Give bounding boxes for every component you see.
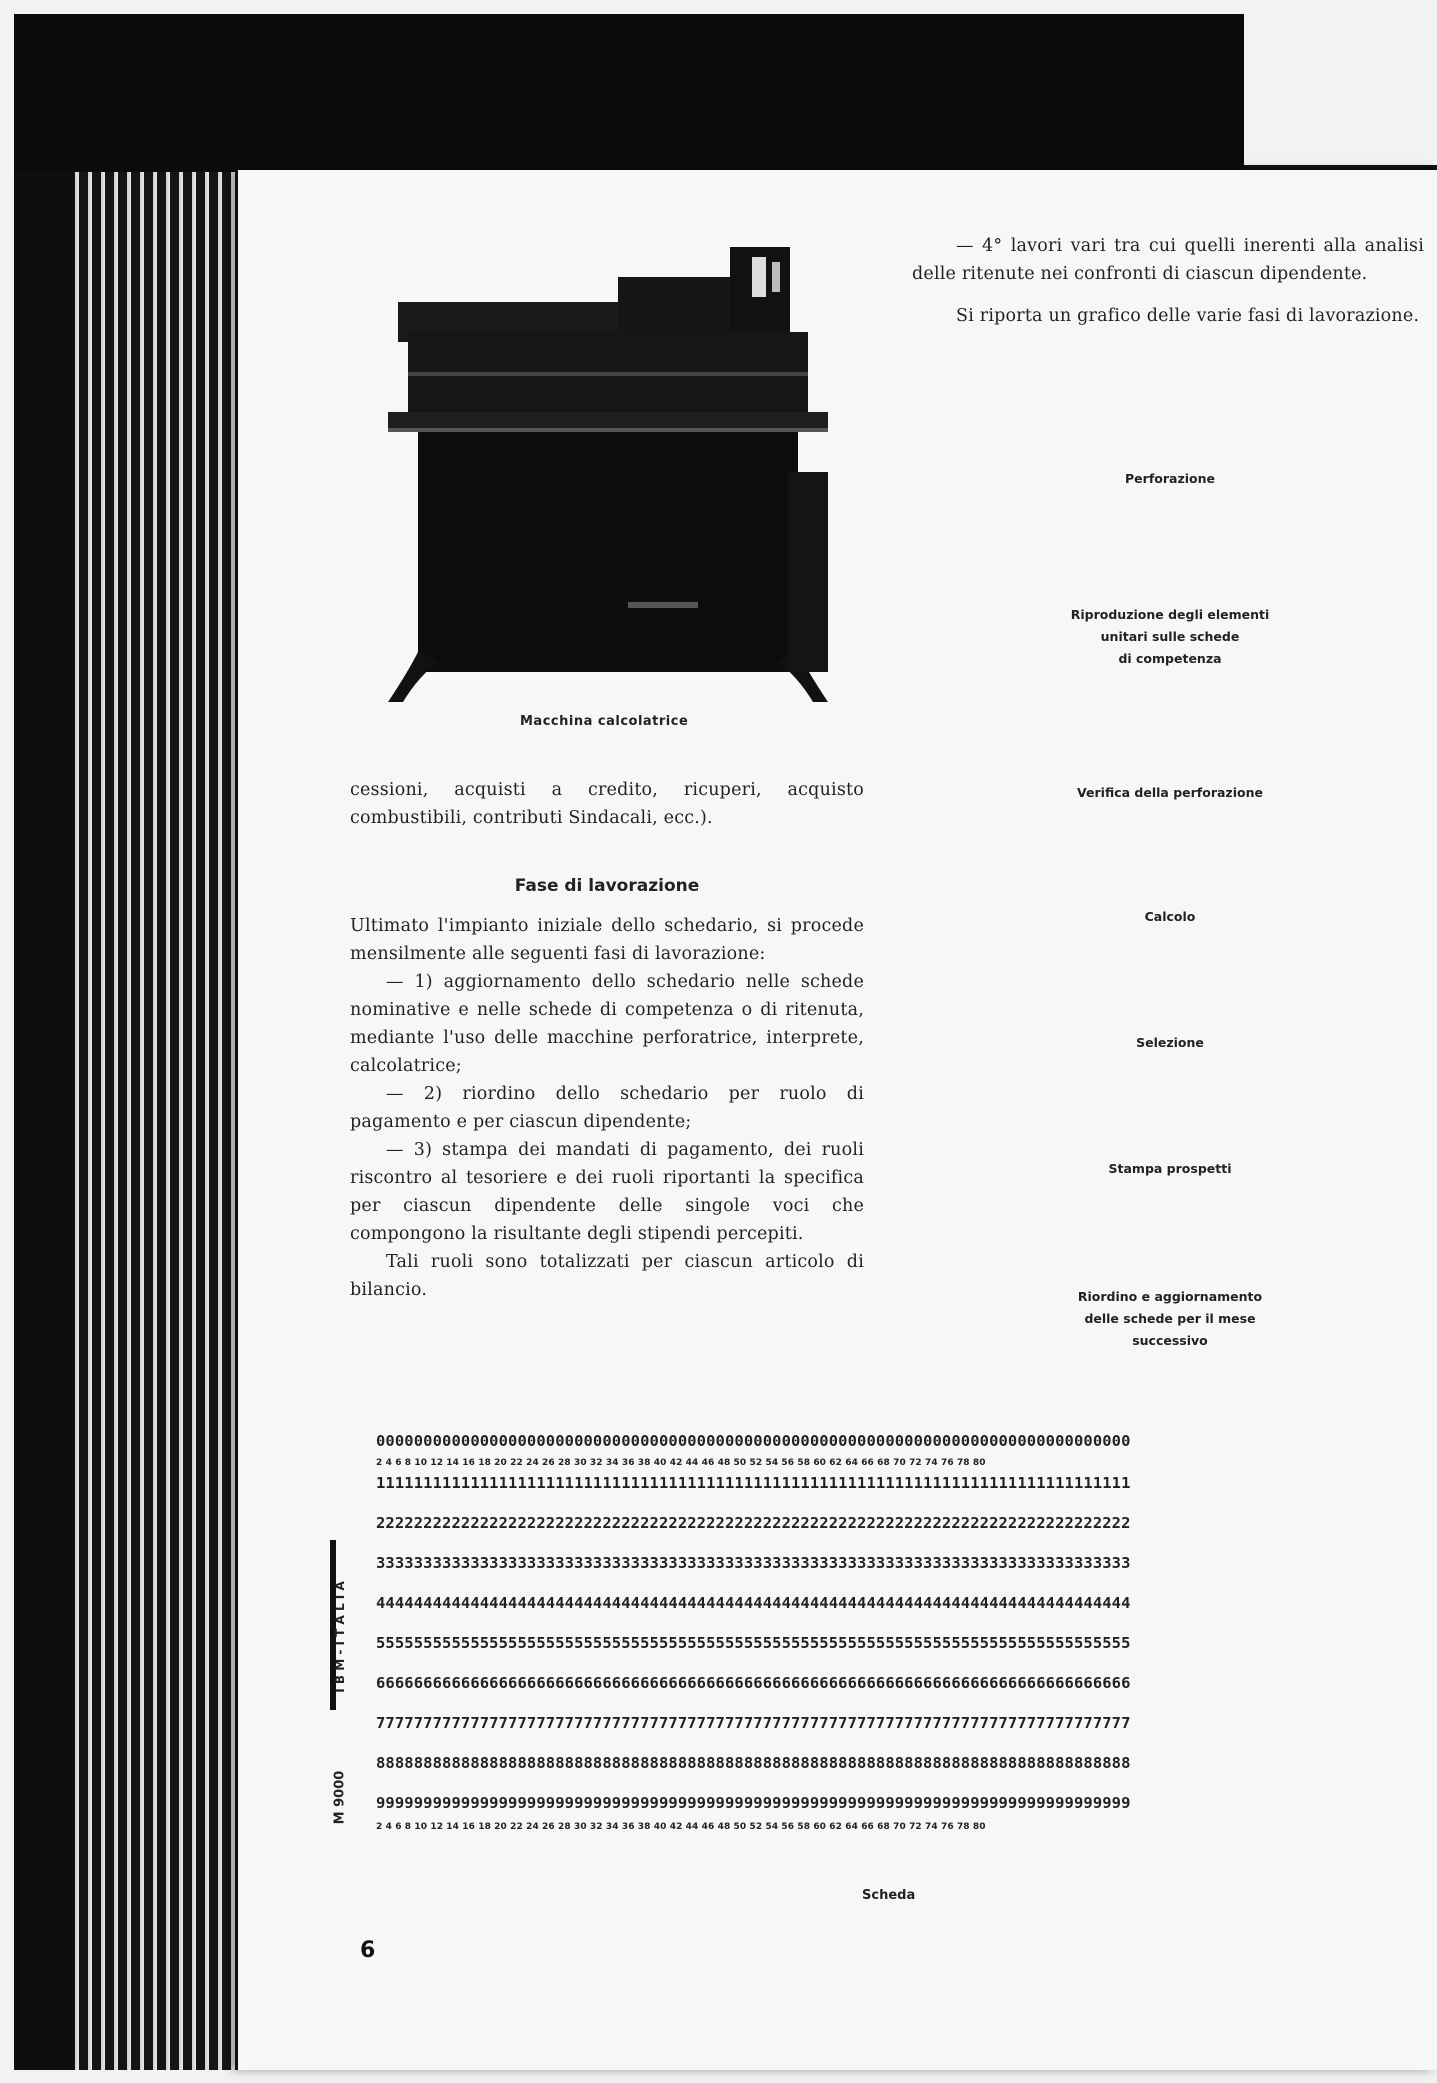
card-row-9: 99999999999999999999999999999999999999999999999999999999999999999999999999999999 [376,1794,1131,1812]
punch-card-side-labels [330,1540,356,1840]
top-shadow-band [14,14,1244,174]
flow-step-stampa: Stampa prospetti [1108,1161,1232,1176]
page-number: 6 [360,1938,376,1963]
flow-step-line: delle schede per il mese [1084,1311,1256,1326]
body-paragraph-5: Tali ruoli sono totalizzati per ciascun articolo di bilancio. [350,1252,864,1300]
card-row-3: 33333333333333333333333333333333333333333333333333333333333333333333333333333333 [376,1554,1131,1572]
body-paragraph-2: — 1) aggiornamento dello schedario nelle schede nominative e nelle schede di competenza o di ritenuta, mediante l'uso delle macchine perforatrice, interprete, calcolatrice; [350,972,864,1076]
intro-paragraph-2: Si riporta un grafico delle varie fasi di lavorazione. [956,306,1420,326]
card-row-8: 88888888888888888888888888888888888888888888888888888888888888888888888888888888 [376,1754,1131,1772]
card-row-5: 55555555555555555555555555555555555555555555555555555555555555555555555555555555 [376,1634,1131,1652]
flow-step-line: di competenza [1118,651,1222,666]
machine-caption: Macchina calcolatrice [520,714,689,729]
flow-step-line: successivo [1132,1333,1208,1348]
flow-step-line: unitari sulle schede [1100,629,1240,644]
body-text [350,912,864,1304]
intro-text [912,232,1424,344]
body-paragraph-4: — 3) stampa dei mandati di pagamento, dei ruoli riscontro al tesoriere e dei ruoli riportanti la specifica per ciascun dipendente delle singole voci che compongono la risultante degli stipendi percepiti. [350,1140,864,1244]
body-paragraph-1: Ultimato l'impianto iniziale dello schedario, si procede mensilmente alle seguenti fasi di lavorazione: [350,916,864,964]
section-heading: Fase di lavorazione [514,876,700,896]
card-caption: Scheda [862,1888,916,1903]
card-model: M 9000 [332,1770,348,1825]
flow-step-line: Riproduzione degli elementi [1070,607,1270,622]
calculating-machine-photo [368,232,848,702]
card-column-numbers-bottom: 2 4 6 8 10 12 14 16 18 20 22 24 26 28 30 32 34 36 38 40 42 44 46 48 50 52 54 56 58 60 62 64 66 68 70 72 74 76 78 80 [376,1822,986,1832]
continued-text: cessioni, acquisti a credito, ricuperi, acquisto combustibili, contributi Sindacali, ecc.). [350,780,864,828]
flow-step-riproduzione [1000,604,1340,670]
book-spine-shadow [14,172,74,2070]
card-row-2: 22222222222222222222222222222222222222222222222222222222222222222222222222222222 [376,1514,1131,1532]
flow-step-selezione: Selezione [1136,1035,1204,1050]
card-row-0: 00000000000000000000000000000000000000000000000000000000000000000000000000000000 [376,1432,1131,1450]
card-brand: I B M - I T A L I A [333,1581,347,1693]
flow-step-line: Riordino e aggiornamento [1077,1289,1263,1304]
card-row-6: 66666666666666666666666666666666666666666666666666666666666666666666666666666666 [376,1674,1131,1692]
flow-step-riordino [1000,1286,1340,1352]
flow-step-perforazione: Perforazione [1125,471,1215,486]
card-column-numbers-top: 2 4 6 8 10 12 14 16 18 20 22 24 26 28 30 32 34 36 38 40 42 44 46 48 50 52 54 56 58 60 62 64 66 68 70 72 74 76 78 80 [376,1458,986,1468]
card-row-1: 11111111111111111111111111111111111111111111111111111111111111111111111111111111 [376,1474,1131,1492]
body-paragraph-3: — 2) riordino dello schedario per ruolo di pagamento e per ciascun dipendente; [350,1084,864,1132]
flow-step-verifica: Verifica della perforazione [1077,785,1263,800]
flow-step-calcolo: Calcolo [1144,909,1196,924]
card-row-4: 44444444444444444444444444444444444444444444444444444444444444444444444444444444 [376,1594,1131,1612]
card-row-7: 77777777777777777777777777777777777777777777777777777777777777777777777777777777 [376,1714,1131,1732]
intro-paragraph-1: — 4° lavori vari tra cui quelli inerenti alla analisi delle ritenute nei confronti di ciascun dipendente. [912,236,1424,284]
